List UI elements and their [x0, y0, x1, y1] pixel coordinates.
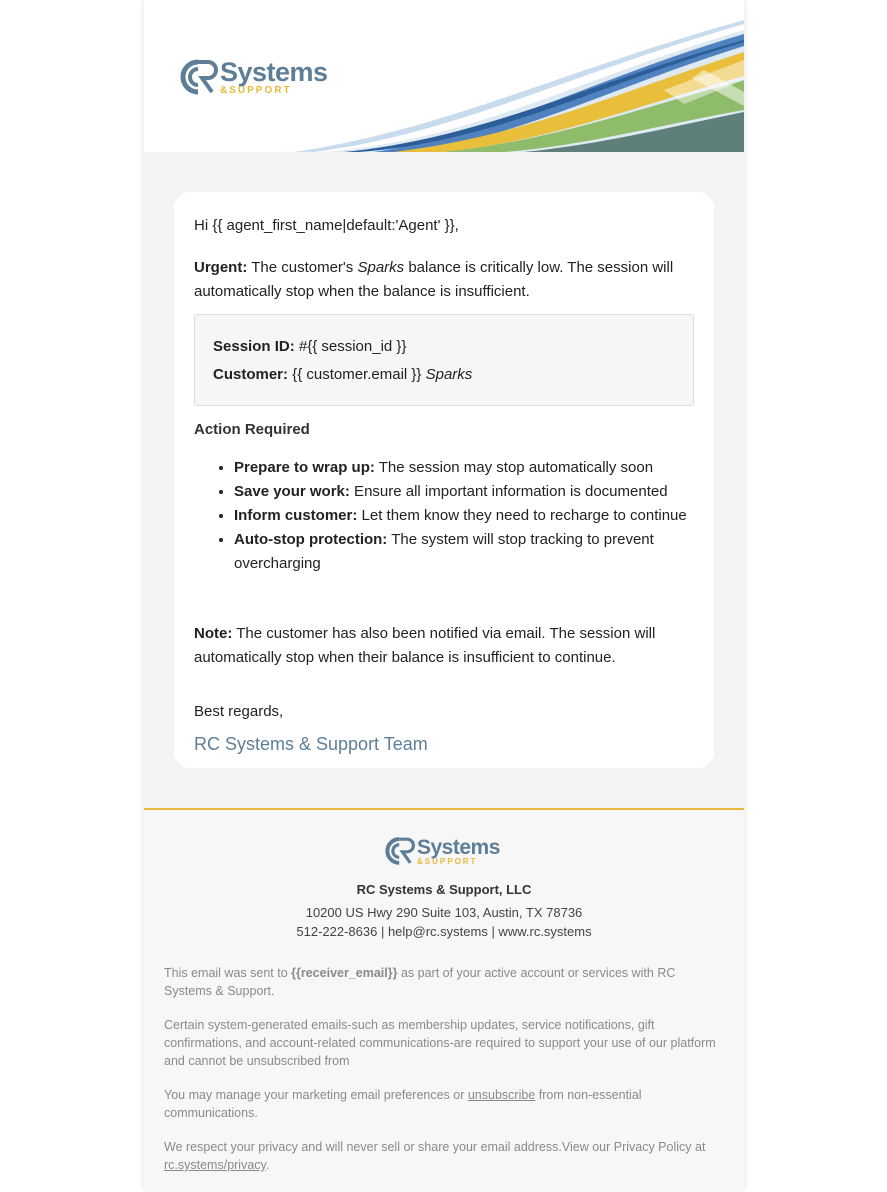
logo-main-text: Systems: [417, 835, 500, 859]
list-item: [234, 528, 694, 576]
list-item: [234, 456, 694, 480]
logo-sub-text: &SUPPORT: [417, 856, 478, 866]
receiver-email: {{receiver_email}}: [291, 966, 398, 980]
footer-address: 10200 US Hwy 290 Suite 103, Austin, TX 78736: [305, 905, 583, 920]
action-text: The system will stop tracking to prevent overcharging: [234, 531, 654, 572]
sent-to-text: This email was sent to: [164, 966, 292, 980]
footer-logo: [383, 836, 500, 866]
header-logo: [178, 58, 328, 96]
privacy-text-2: .: [265, 1158, 270, 1172]
footer-contact: 512-222-8636 | help@rc.systems | www.rc.systems: [296, 924, 592, 939]
action-list: [194, 456, 694, 576]
urgent-sparks: Sparks: [357, 259, 405, 276]
action-label: Inform customer:: [234, 507, 358, 524]
urgent-text-1: The customer's: [247, 259, 358, 276]
logo-main-text: Systems: [220, 56, 328, 87]
action-text: The session may stop automatically soon: [374, 459, 654, 476]
session-info-box: [194, 314, 694, 406]
action-text: Let them know they need to recharge to continue: [357, 507, 687, 524]
manage-text-2: from non-essential communications.: [164, 1088, 642, 1120]
list-item: [234, 504, 694, 528]
session-id-label: Session ID:: [213, 338, 295, 355]
session-id-value: #{{ session_id }}: [294, 338, 407, 355]
customer-label: Customer:: [213, 366, 289, 383]
footer-disclaimers: [164, 964, 724, 1190]
note-label: Note:: [194, 625, 233, 642]
email-container: [144, 0, 744, 1190]
customer-row: [213, 361, 675, 389]
list-item: [234, 480, 694, 504]
rc-logo-icon: [178, 58, 220, 96]
sent-to-notice: [164, 964, 724, 1000]
sent-to-text-2: as part of your active account or services with RC Systems & Support.: [164, 966, 676, 998]
unsubscribe-link[interactable]: unsubscribe: [467, 1088, 536, 1102]
action-label: Prepare to wrap up:: [234, 459, 375, 476]
privacy-notice: [164, 1138, 724, 1174]
logo-sub-text: &SUPPORT: [220, 84, 292, 96]
action-text: Ensure all important information is documented: [349, 483, 668, 500]
sign-off: Best regards,: [194, 703, 284, 720]
urgent-text-2: balance is critically low. The session will automatically stop when the balance is insufficient.: [194, 259, 674, 300]
urgent-paragraph: [194, 256, 694, 304]
team-signature: RC Systems & Support Team: [194, 734, 428, 754]
customer-value: {{ customer.email }}: [288, 366, 426, 383]
manage-text: You may manage your marketing email preferences or: [164, 1088, 468, 1102]
urgent-label: Urgent:: [194, 259, 248, 276]
action-label: Save your work:: [234, 483, 350, 500]
privacy-link[interactable]: rc.systems/privacy: [164, 1158, 266, 1172]
email-footer: [144, 808, 744, 1192]
email-header: [144, 0, 744, 152]
message-card: [174, 192, 714, 768]
session-id-row: [213, 333, 675, 361]
footer-company: RC Systems & Support, LLC: [356, 882, 532, 897]
note-paragraph: [194, 622, 694, 670]
system-emails-notice: Certain system-generated emails-such as membership updates, service notifications, gift confirmations, and account-related communications-are required to support your use of our platform and cannot be unsubscribed from: [164, 1018, 716, 1068]
customer-sparks: Sparks: [425, 366, 473, 383]
note-text: The customer has also been notified via email. The session will automatically stop when their balance is insufficient to continue.: [194, 625, 656, 666]
privacy-text: We respect your privacy and will never sell or share your email address.View our Privacy Policy at: [164, 1140, 706, 1154]
greeting: Hi {{ agent_first_name|default:'Agent' }},: [194, 217, 459, 234]
rc-logo-icon: [383, 836, 417, 866]
action-label: Auto-stop protection:: [234, 531, 388, 548]
preferences-notice: [164, 1086, 724, 1122]
action-required-heading: Action Required: [194, 421, 310, 438]
